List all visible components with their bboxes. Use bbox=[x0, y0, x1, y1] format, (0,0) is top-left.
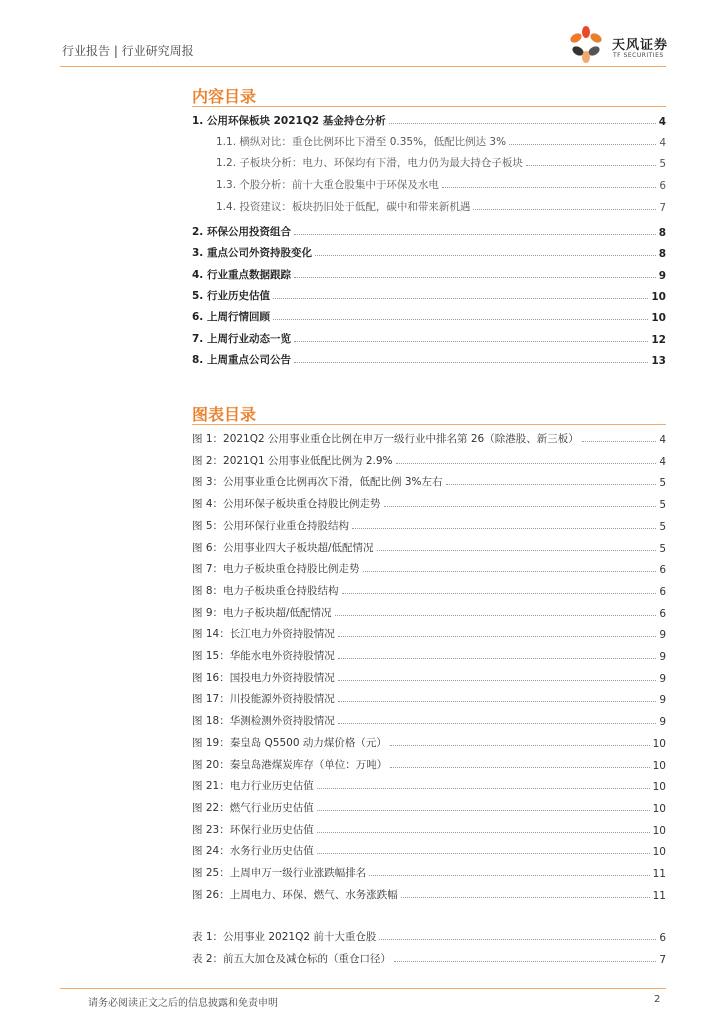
figure-entry[interactable] bbox=[192, 450, 666, 468]
report-category: 行业报告 | 行业研究周报 bbox=[62, 44, 194, 58]
dot-leader bbox=[342, 593, 657, 594]
dot-leader bbox=[389, 123, 656, 124]
footer-rule bbox=[60, 988, 666, 989]
figure-entry-page: 10 bbox=[652, 781, 666, 794]
dot-leader bbox=[338, 723, 657, 724]
figure-entry-page: 5 bbox=[659, 542, 666, 555]
figure-entry-page: 10 bbox=[652, 759, 666, 772]
toc-entry-label: 7. 上周行业动态一览 bbox=[192, 333, 291, 345]
table-entry-label: 表 1：公用事业 2021Q2 前十大重仓股 bbox=[192, 931, 377, 943]
dot-leader bbox=[317, 853, 650, 854]
dot-leader bbox=[384, 506, 657, 507]
figure-entry-page: 10 bbox=[652, 802, 666, 815]
figure-entry-page: 11 bbox=[652, 889, 666, 902]
dot-leader bbox=[294, 362, 648, 363]
figure-entry[interactable] bbox=[192, 428, 666, 446]
figure-entry[interactable] bbox=[192, 667, 666, 685]
header-rule bbox=[60, 66, 666, 67]
dot-leader bbox=[379, 939, 656, 940]
toc-entry-label: 8. 上周重点公司公告 bbox=[192, 354, 291, 366]
footer-disclaimer: 请务必阅读正文之后的信息披露和免责申明 bbox=[88, 998, 278, 1009]
figure-entry-label: 图 25：上周申万一级行业涨跌幅排名 bbox=[192, 867, 367, 879]
toc-entry-page: 12 bbox=[651, 334, 666, 346]
figure-entry-page: 9 bbox=[659, 694, 666, 707]
dot-leader bbox=[442, 187, 656, 188]
toc-entry-label: 3. 重点公司外资持股变化 bbox=[192, 247, 312, 259]
toc-entry[interactable] bbox=[192, 242, 666, 260]
figure-entry[interactable] bbox=[192, 884, 666, 902]
dot-leader bbox=[352, 528, 656, 529]
toc-entry[interactable] bbox=[192, 110, 666, 128]
figure-entry-page: 10 bbox=[652, 737, 666, 750]
fig-title: 图表目录 bbox=[192, 405, 257, 424]
brand-name: 天风证券 bbox=[612, 38, 669, 53]
figure-entry-label: 图 1：2021Q2 公用事业重仓比例在申万一级行业中排名第 26（除港股、新三板） bbox=[192, 433, 579, 445]
figure-entry-page: 5 bbox=[659, 520, 666, 533]
toc-entry-page: 8 bbox=[658, 227, 666, 239]
table-entry[interactable] bbox=[192, 948, 666, 966]
dot-leader bbox=[369, 875, 649, 876]
toc-entry-label: 4. 行业重点数据跟踪 bbox=[192, 269, 291, 281]
figure-entry[interactable] bbox=[192, 819, 666, 837]
figure-entry-label: 图 7：电力子板块重仓持股比例走势 bbox=[192, 563, 360, 576]
dot-leader bbox=[335, 615, 657, 616]
toc-divider bbox=[192, 106, 666, 107]
figure-entry[interactable] bbox=[192, 775, 666, 793]
figure-entry[interactable] bbox=[192, 493, 666, 511]
dot-leader bbox=[294, 277, 656, 278]
dot-leader bbox=[363, 571, 657, 572]
figure-entry-page: 5 bbox=[659, 499, 666, 512]
dot-leader bbox=[394, 961, 656, 962]
page-number: 2 bbox=[654, 994, 661, 1005]
figure-entry[interactable] bbox=[192, 797, 666, 815]
figure-entry-page: 9 bbox=[659, 716, 666, 729]
toc-subentry-label: 1.2. 子板块分析：电力、环保均有下滑，电力仍为最大持仓子板块 bbox=[216, 157, 523, 169]
toc-entry-page: 13 bbox=[651, 355, 666, 367]
dot-leader bbox=[526, 165, 656, 166]
figure-entry-page: 9 bbox=[659, 629, 666, 642]
toc-entry-page: 8 bbox=[658, 248, 666, 260]
figure-entry-page: 4 bbox=[659, 434, 666, 446]
figure-entry-page: 6 bbox=[659, 585, 666, 598]
figure-entry-label: 图 5：公用环保行业重仓持股结构 bbox=[192, 519, 350, 532]
toc-entry-page: 10 bbox=[651, 291, 666, 303]
figure-entry-page: 6 bbox=[659, 607, 666, 620]
dot-leader bbox=[377, 550, 657, 551]
figure-entry[interactable] bbox=[192, 840, 666, 858]
dot-leader bbox=[396, 463, 657, 464]
figure-entry[interactable] bbox=[192, 754, 666, 772]
dot-leader bbox=[317, 810, 650, 811]
toc-subentry-label: 1.3. 个股分析：前十大重仓股集中于环保及水电 bbox=[216, 179, 439, 191]
toc-subentry[interactable] bbox=[216, 131, 666, 149]
dot-leader bbox=[338, 701, 657, 702]
figure-entry-label: 图 8：电力子板块重仓持股结构 bbox=[192, 584, 339, 597]
toc-subentry-label: 1.1. 横纵对比：重仓比例环比下滑至 0.35%，低配比例达 3% bbox=[216, 136, 507, 148]
fig-divider bbox=[192, 424, 666, 425]
dot-leader bbox=[317, 832, 650, 833]
figure-entry[interactable] bbox=[192, 471, 666, 489]
toc-subentry-page: 7 bbox=[659, 202, 666, 214]
toc-entry-label: 5. 行业历史估值 bbox=[192, 290, 270, 302]
toc-entry[interactable] bbox=[192, 264, 666, 282]
toc-entry[interactable] bbox=[192, 328, 666, 346]
figure-entry-label: 图 2：2021Q1 公用事业低配比例为 2.9% bbox=[192, 454, 393, 467]
dot-leader bbox=[509, 144, 656, 145]
figure-entry[interactable] bbox=[192, 732, 666, 750]
dot-leader bbox=[273, 319, 648, 320]
dot-leader bbox=[582, 441, 657, 442]
dot-leader bbox=[390, 745, 650, 746]
dot-leader bbox=[390, 767, 649, 768]
figure-entry[interactable] bbox=[192, 580, 666, 598]
dot-leader bbox=[446, 484, 657, 485]
dot-leader bbox=[317, 788, 650, 789]
figure-entry-label: 图 4：公用环保子板块重仓持股比例走势 bbox=[192, 498, 381, 511]
figure-entry[interactable] bbox=[192, 602, 666, 620]
toc-title: 内容目录 bbox=[192, 87, 257, 106]
figure-entry-label: 图 19：秦皇岛 Q5500 动力煤价格（元） bbox=[192, 736, 387, 749]
flower-logo-icon bbox=[566, 24, 610, 64]
figure-entry-label: 图 3：公用事业重仓比例再次下滑，低配比例 3%左右 bbox=[192, 476, 443, 489]
figure-entry-page: 10 bbox=[652, 846, 666, 859]
table-entry[interactable] bbox=[192, 926, 666, 944]
dot-leader bbox=[315, 255, 656, 256]
figure-entry[interactable] bbox=[192, 710, 666, 728]
figure-entry-page: 10 bbox=[652, 824, 666, 837]
figure-entry-label: 图 15：华能水电外资持股情况 bbox=[192, 650, 335, 662]
figure-entry-page: 9 bbox=[659, 672, 666, 685]
toc-subentry[interactable] bbox=[216, 196, 666, 214]
dot-leader bbox=[401, 897, 650, 898]
figure-entry-page: 4 bbox=[659, 455, 666, 468]
dot-leader bbox=[473, 209, 656, 210]
figure-entry[interactable] bbox=[192, 558, 666, 576]
dot-leader bbox=[294, 234, 656, 235]
figure-entry[interactable] bbox=[192, 623, 666, 641]
table-entry-page: 6 bbox=[659, 932, 666, 944]
figure-entry-page: 6 bbox=[659, 564, 666, 577]
figure-entry-page: 5 bbox=[659, 477, 666, 490]
figure-entry-label: 图 18：华测检测外资持股情况 bbox=[192, 715, 335, 728]
toc-entry[interactable] bbox=[192, 285, 666, 303]
toc-entry-page: 4 bbox=[658, 116, 666, 128]
dot-leader bbox=[338, 680, 657, 681]
toc-entry-label: 1. 公用环保板块 2021Q2 基金持仓分析 bbox=[192, 115, 386, 127]
figure-entry[interactable] bbox=[192, 645, 666, 663]
toc-entry-label: 6. 上周行情回顾 bbox=[192, 311, 270, 323]
figure-entry-label: 图 24：水务行业历史估值 bbox=[192, 845, 314, 858]
toc-entry[interactable] bbox=[192, 349, 666, 367]
figure-entry-label: 图 9：电力子板块超/低配情况 bbox=[192, 606, 332, 619]
figure-entry[interactable] bbox=[192, 515, 666, 533]
toc-subentry[interactable] bbox=[216, 152, 666, 170]
toc-subentry[interactable] bbox=[216, 174, 666, 192]
figure-entry-label: 图 22：燃气行业历史估值 bbox=[192, 801, 314, 814]
dot-leader bbox=[273, 298, 648, 299]
toc-subentry-page: 5 bbox=[659, 158, 666, 170]
dot-leader bbox=[338, 636, 657, 637]
toc-subentry-page: 6 bbox=[659, 180, 666, 192]
toc-entry-page: 9 bbox=[658, 270, 666, 282]
figure-entry-page: 9 bbox=[659, 651, 666, 663]
toc-entry-page: 10 bbox=[651, 312, 666, 324]
figure-entry-label: 图 14：长江电力外资持股情况 bbox=[192, 628, 335, 641]
toc-subentry-page: 4 bbox=[659, 137, 666, 149]
figure-entry-label: 图 17：川投能源外资持股情况 bbox=[192, 693, 335, 706]
figure-entry-label: 图 16：国投电力外资持股情况 bbox=[192, 671, 335, 684]
figure-entry-label: 图 6：公用事业四大子板块超/低配情况 bbox=[192, 541, 374, 554]
figure-entry-label: 图 26：上周电力、环保、燃气、水务涨跌幅 bbox=[192, 888, 398, 901]
table-entry-label: 表 2：前五大加仓及减仓标的（重仓口径） bbox=[192, 953, 392, 965]
figure-entry[interactable] bbox=[192, 537, 666, 555]
toc-entry[interactable] bbox=[192, 221, 666, 239]
toc-entry[interactable] bbox=[192, 306, 666, 324]
dot-leader bbox=[338, 658, 657, 659]
brand-logo bbox=[566, 24, 676, 64]
figure-entry-page: 11 bbox=[652, 868, 666, 880]
brand-subtitle: TF SECURITIES bbox=[613, 52, 664, 59]
table-entry-page: 7 bbox=[659, 954, 666, 966]
figure-entry[interactable] bbox=[192, 688, 666, 706]
figure-entry-label: 图 23：环保行业历史估值 bbox=[192, 823, 314, 836]
dot-leader bbox=[294, 341, 648, 342]
figure-entry[interactable] bbox=[192, 862, 666, 880]
figure-entry-label: 图 21：电力行业历史估值 bbox=[192, 780, 314, 793]
figure-entry-label: 图 20：秦皇岛港煤炭库存（单位：万吨） bbox=[192, 758, 388, 771]
toc-subentry-label: 1.4. 投资建议：板块扔旧处于低配，碳中和带来新机遇 bbox=[216, 201, 471, 213]
toc-entry-label: 2. 环保公用投资组合 bbox=[192, 226, 291, 238]
